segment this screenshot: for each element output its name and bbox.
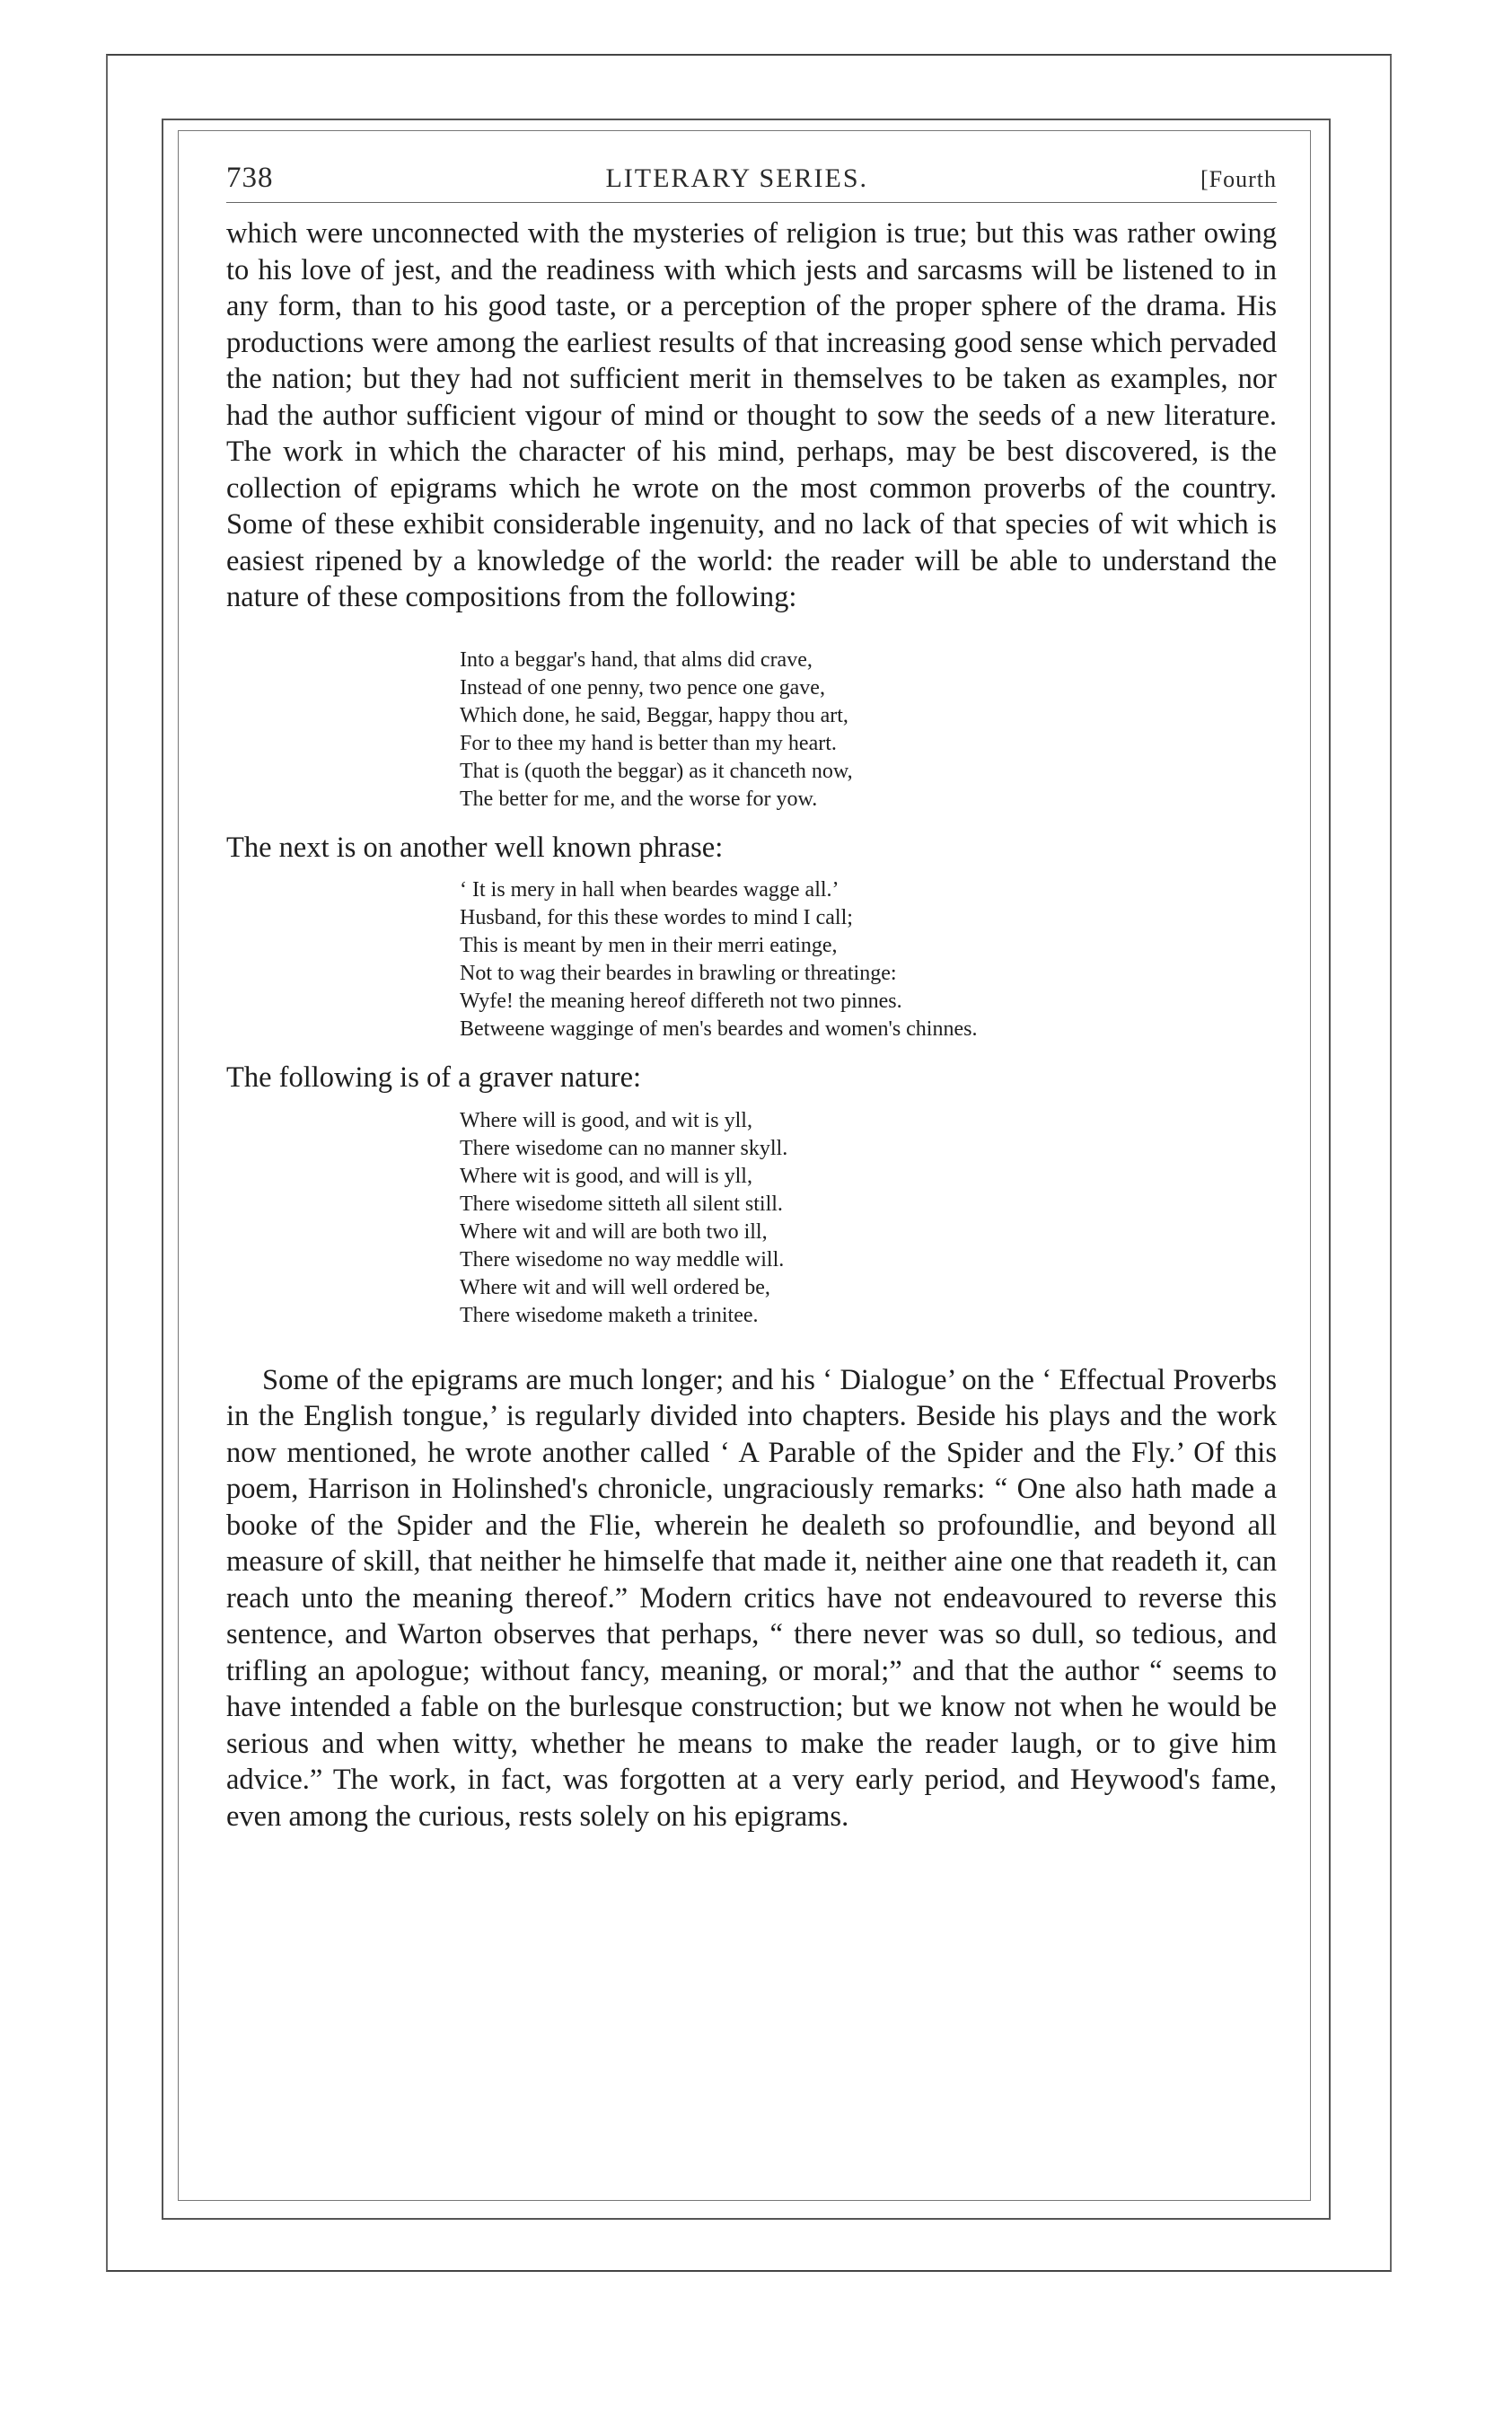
epigram-wisedome bbox=[460, 1107, 1277, 1330]
verse-line: Husband, for this these wordes to mind I call; bbox=[460, 906, 853, 929]
verse-line: Which done, he said, Beggar, happy thou art, bbox=[460, 703, 848, 727]
section-mark: [Fourth bbox=[1200, 166, 1277, 192]
verse-line: There wisedome sitteth all silent still. bbox=[460, 1192, 783, 1216]
verse-line: Instead of one penny, two pence one gave, bbox=[460, 675, 825, 700]
page-content bbox=[226, 162, 1277, 1835]
verse-line: Where wit is good, and will is yll, bbox=[460, 1164, 752, 1188]
verse-line: ‘ It is mery in hall when beardes wagge all.’ bbox=[460, 878, 840, 902]
running-header bbox=[226, 162, 1277, 203]
verse-line: The better for me, and the worse for yow. bbox=[460, 787, 818, 811]
verse-line: Where will is good, and wit is yll, bbox=[460, 1108, 752, 1132]
verse-line: There wisedome can no manner skyll. bbox=[460, 1136, 788, 1160]
verse-line: Where wit and will well ordered be, bbox=[460, 1275, 770, 1299]
verse-line: Wyfe! the meaning hereof differeth not two pinnes. bbox=[460, 990, 902, 1013]
running-title: LITERARY SERIES. bbox=[605, 163, 869, 193]
verse-line: There wisedome no way meddle will. bbox=[460, 1247, 785, 1272]
verse-line: Not to wag their beardes in brawling or threatinge: bbox=[460, 962, 897, 985]
verse-line: For to thee my hand is better than my heart. bbox=[460, 731, 837, 755]
body-paragraph-2: Some of the epigrams are much longer; and his ‘ Dialogue’ on the ‘ Effectual Proverbs in the English tongue,’ is regularly divided into chapters. Beside his plays and the work now mentioned, he wrote another called ‘ A Parable of the Spider and the Fly.’ Of this poem, Harrison in Holinshed's chronicle, ungraciously remarks: “ One also hath made a booke of the Spider and the Flie, wherein he dealeth so profoundlie, and beyond all measure of skill, that neither he himselfe that made it, neither aine one that readeth it, can reach unto the meaning thereof.” Modern critics have not endeavoured to reverse this sentence, and Warton observes that perhaps, “ there never was so dull, so tedious, and trifling an apologue; without fancy, meaning, or moral;” and that the author “ seems to have intended a fable on the burlesque construction; but we know not when he would be serious and when witty, whether he means to make the reader laugh, or to give him advice.” The work, in fact, was forgotten at a very early period, and Heywood's fame, even among the curious, rests solely on his epigrams. bbox=[226, 1363, 1277, 1833]
verse-intro-3: The following is of a graver nature: bbox=[226, 1061, 642, 1094]
verse-line: Where wit and will are both two ill, bbox=[460, 1219, 768, 1244]
epigram-beardes bbox=[460, 876, 1277, 1043]
verse-line: Into a beggar's hand, that alms did crave, bbox=[460, 647, 813, 672]
verse-line: This is meant by men in their merri eatinge, bbox=[460, 934, 838, 957]
epigram-beggar bbox=[460, 647, 1277, 814]
verse-line: That is (quoth the beggar) as it chanceth now, bbox=[460, 759, 853, 783]
body-paragraph-1: which were unconnected with the mysteries of religion is true; but this was rather owing to his love of jest, and the readiness with which jests and sarcasms will be listened to in any form, than to his good taste, or a perception of the proper sphere of the drama. His productions were among the earliest results of that increasing good sense which pervaded the nation; but they had not sufficient merit in themselves to be taken as examples, nor had the author sufficient vigour of mind or thought to sow the seeds of a new literature. The work in which the character of his mind, perhaps, may be best discovered, is the collection of epigrams which he wrote on the most common proverbs of the country. Some of these exhibit considerable ingenuity, and no lack of that species of wit which is easiest ripened by a knowledge of the world: the reader will be able to understand the nature of these compositions from the following: bbox=[226, 217, 1277, 613]
verse-line: There wisedome maketh a trinitee. bbox=[460, 1303, 759, 1327]
verse-intro-2: The next is on another well known phrase: bbox=[226, 831, 724, 864]
verse-line: Betweene wagginge of men's beardes and women's chinnes. bbox=[460, 1017, 978, 1041]
page-number: 738 bbox=[226, 162, 274, 194]
